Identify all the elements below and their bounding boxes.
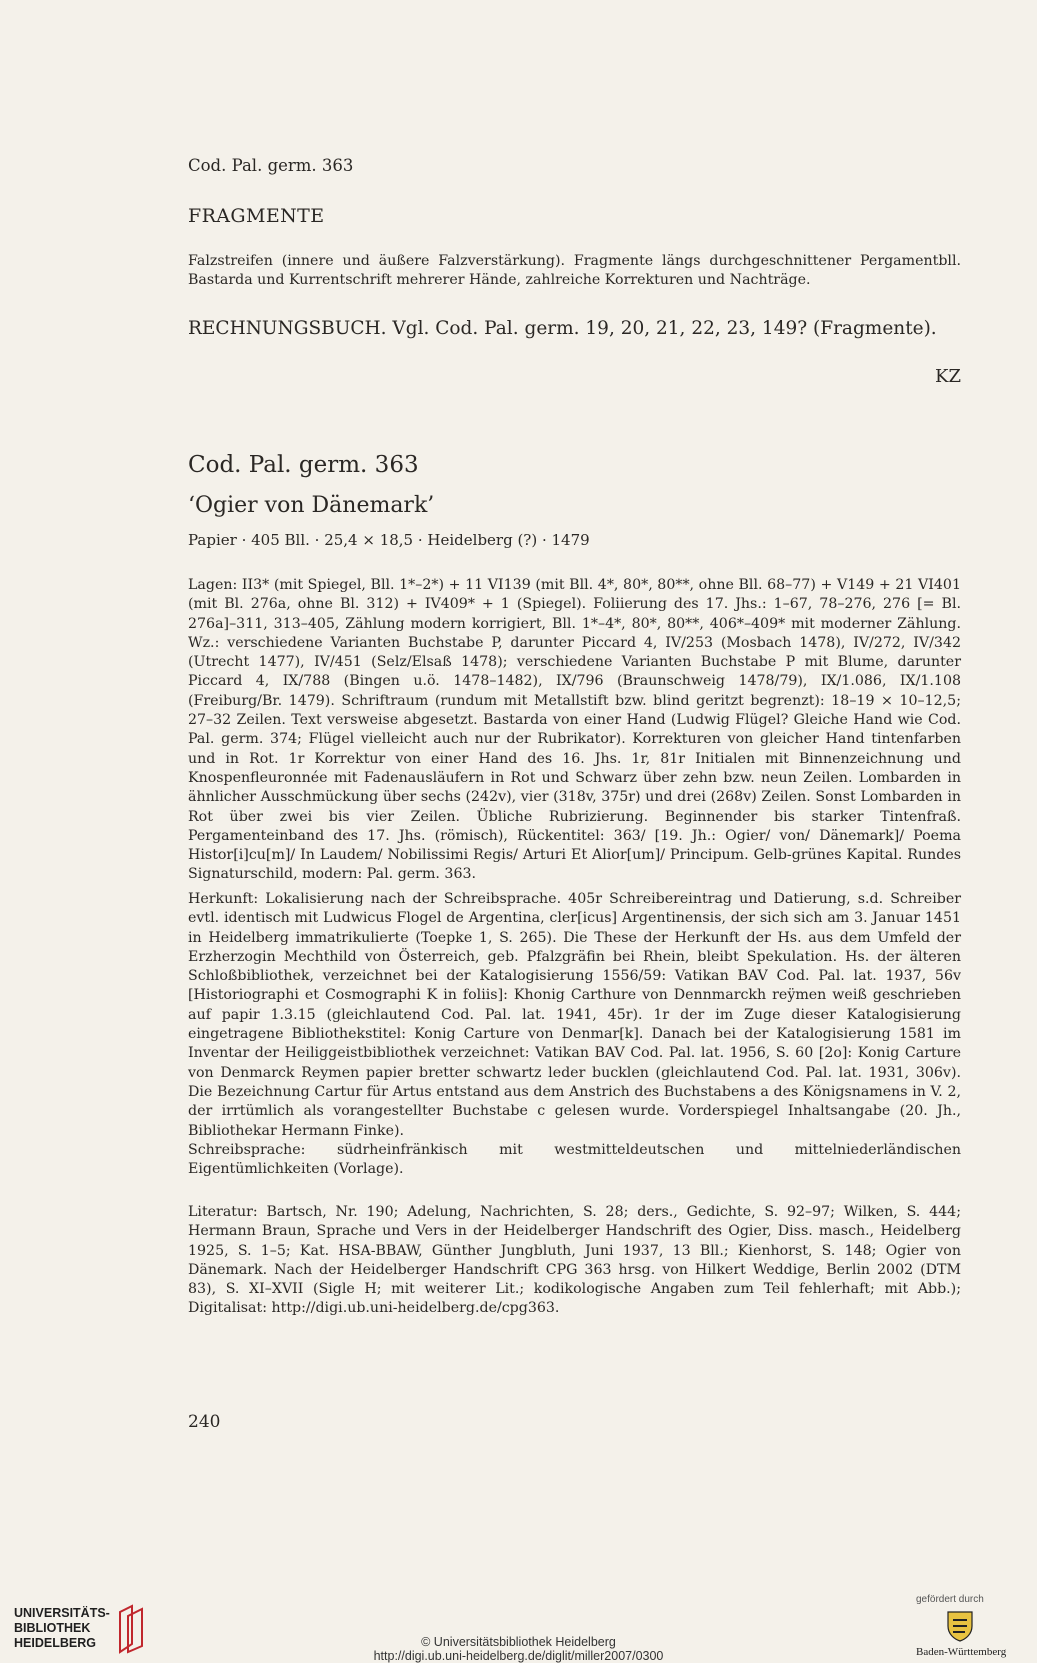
entry-title: ‘Ogier von Dänemark’	[188, 493, 435, 518]
baden-wuerttemberg-crest-icon	[945, 1608, 975, 1642]
schreibsprache-paragraph: Schreibsprache: südrheinfränkisch mit westmitteldeutschen und mittelniederländischen Eigentümlichkeiten (Vorlage).	[188, 1142, 961, 1178]
footer	[0, 1588, 1037, 1662]
source-url[interactable]: http://digi.ub.uni-heidelberg.de/diglit/miller2007/0300	[373, 1649, 664, 1663]
entry-shelfmark: Cod. Pal. germ. 363	[188, 452, 419, 478]
running-head: Cod. Pal. germ. 363	[188, 156, 354, 175]
copyright-block	[0, 1635, 1037, 1663]
author-initials: KZ	[935, 366, 961, 387]
herkunft-paragraph: Herkunft: Lokalisierung nach der Schreibsprache. 405r Schreibereintrag und Datierung, s.d. Schreiber evtl. identisch mit Ludwicus Flogel de Argentina, cler[icus] Argentinensis, der sich sich am 3. Januar 1451 in Heidelberg immatrikulierte (Toepke 1, S. 265). Die These der Herkunft der Hs. aus dem Umfeld der Erzherzogin Mechthild von Österreich, geb. Pfalzgräfin bei Rhein, bleibt Spekulation. Hs. der älteren Schloßbibliothek, verzeichnet bei der Katalogisierung 1556/59: Vatikan BAV Cod. Pal. lat. 1937, 56v [Historiographi et Cosmographi K in foliis]: Khonig Carthure von Dennmarckh reÿmen weiß geschrieben auf papir 1.3.15 (gleichlautend Cod. Pal. lat. 1941, 45r). 1r der im Zuge dieser Katalogisierung eingetragene Bibliothekstitel: Konig Carture von Denmar[k]. Danach bei der Katalogisierung 1581 im Inventar der Heiliggeistbibliothek verzeichnet: Vatikan BAV Cod. Pal. lat. 1956, S. 60 [2o]: Konig Carture von Denmarck Reymen papier bretter schwartz leder bucklen (gleichlautend Cod. Pal. lat. 1931, 306v). Die Bezeichnung Cartur für Artus entstand aus dem Anstrich des Buchstabens a des Königsnamens in V. 2, der irrtümlich als vorangestellter Buchstabe c gelesen wurde. Vorderspiegel Inhaltsangabe (20. Jh., Bibliothekar Hermann Finke).	[188, 891, 961, 1139]
literatur-paragraph: Literatur: Bartsch, Nr. 190; Adelung, Nachrichten, S. 28; ders., Gedichte, S. 92–97; Wilken, S. 444; Hermann Braun, Sprache und Vers in der Heidelberger Handschrift des Ogier, Diss. masch., Heidelberg 1925, S. 1–5; Kat. HSA-BBAW, Günther Jungbluth, Juni 1937, 13 Bll.; Kienhorst, S. 148; Ogier von Dänemark. Nach der Heidelberger Handschrift CPG 363 hrsg. von Hilkert Weddige, Berlin 2002 (DTM 83), S. XI–XVII (Sigle H; mit weiterer Lit.; kodikologische Angaben zum Teil fehlerhaft; mit Abb.); Digitalisat: http://digi.ub.uni-heidelberg.de/cpg363.	[188, 1204, 961, 1317]
rechnungsbuch-line: RECHNUNGSBUCH. Vgl. Cod. Pal. germ. 19, 20, 21, 22, 23, 149? (Fragmente).	[188, 318, 937, 339]
lagen-paragraph: Lagen: II3* (mit Spiegel, Bll. 1*–2*) + 11 VI139 (mit Bll. 4*, 80*, 80**, ohne Bll. 68–77) + V149 + 21 VI401 (mit Bl. 276a, ohne Bl. 312) + IV409* + 1 (Spiegel). Foliierung des 17. Jhs.: 1–67, 78–276, 276 [= Bl. 276a]–311, 313–405, Zählung modern korrigiert, Bll. 1*–4*, 80*, 80**, 406*–409* mit moderner Zählung. Wz.: verschiedene Varianten Buchstabe P, darunter Piccard 4, IV/253 (Mosbach 1478), IV/272, IV/342 (Utrecht 1477), IV/451 (Selz/Elsaß 1478); verschiedene Varianten Buchstabe P mit Blume, darunter Piccard 4, IX/788 (Bingen u.ö. 1478–1482), IX/796 (Braunschweig 1478/79), IX/1.086, IX/1.108 (Freiburg/Br. 1479). Schriftraum (rundum mit Metallstift bzw. blind geritzt begrenzt): 18–19 × 10–12,5; 27–32 Zeilen. Text versweise abgesetzt. Bastarda von einer Hand (Ludwig Flügel? Gleiche Hand wie Cod. Pal. germ. 374; Flügel vielleicht auch nur der Rubrikator). Korrekturen von gleicher Hand tintenfarben und in Rot. 1r Korrektur von einer Hand des 16. Jhs. 1r, 81r Initialen mit Binnenzeichnung und Knospenfleuronnée mit Fadenausläufern in Rot und Schwarz über zehn bzw. neun Zeilen. Lombarden in ähnlicher Ausschmückung über sechs (242v), vier (318v, 375r) und drei (268v) Zeilen. Sonst Lombarden in Rot über zwei bis vier Zeilen. Übliche Rubrizierung. Beginnender bis starker Tintenfraß. Pergamenteinband des 17. Jhs. (römisch), Rückentitel: 363/ [19. Jh.: Ogier/ von/ Dänemark]/ Poema Histor[i]cu[m]/ In Laudem/ Nobilissimi Regis/ Arturi Et Alior[um]/ Principum. Gelb-grünes Kapital. Rundes Signaturschild, modern: Pal. germ. 363.	[188, 577, 961, 883]
fragments-text: Falzstreifen (innere und äußere Falzverstärkung). Fragmente längs durchgeschnittener Pergamentbll. Bastarda und Kurrentschrift mehrerer Hände, zahlreiche Korrekturen und Nachträge.	[188, 253, 961, 289]
entry-meta: Papier · 405 Bll. · 25,4 × 18,5 · Heidelberg (?) · 1479	[188, 531, 590, 549]
funded-by-label: gefördert durch	[916, 1594, 984, 1605]
fragments-heading: FRAGMENTE	[188, 205, 325, 227]
page-number: 240	[188, 1412, 221, 1432]
library-logo-text: UNIVERSITÄTS- BIBLIOTHEK HEIDELBERG	[14, 1606, 110, 1650]
copyright-text: © Universitätsbibliothek Heidelberg	[421, 1635, 616, 1649]
baden-wuerttemberg-label: Baden-Württemberg	[916, 1646, 1007, 1658]
